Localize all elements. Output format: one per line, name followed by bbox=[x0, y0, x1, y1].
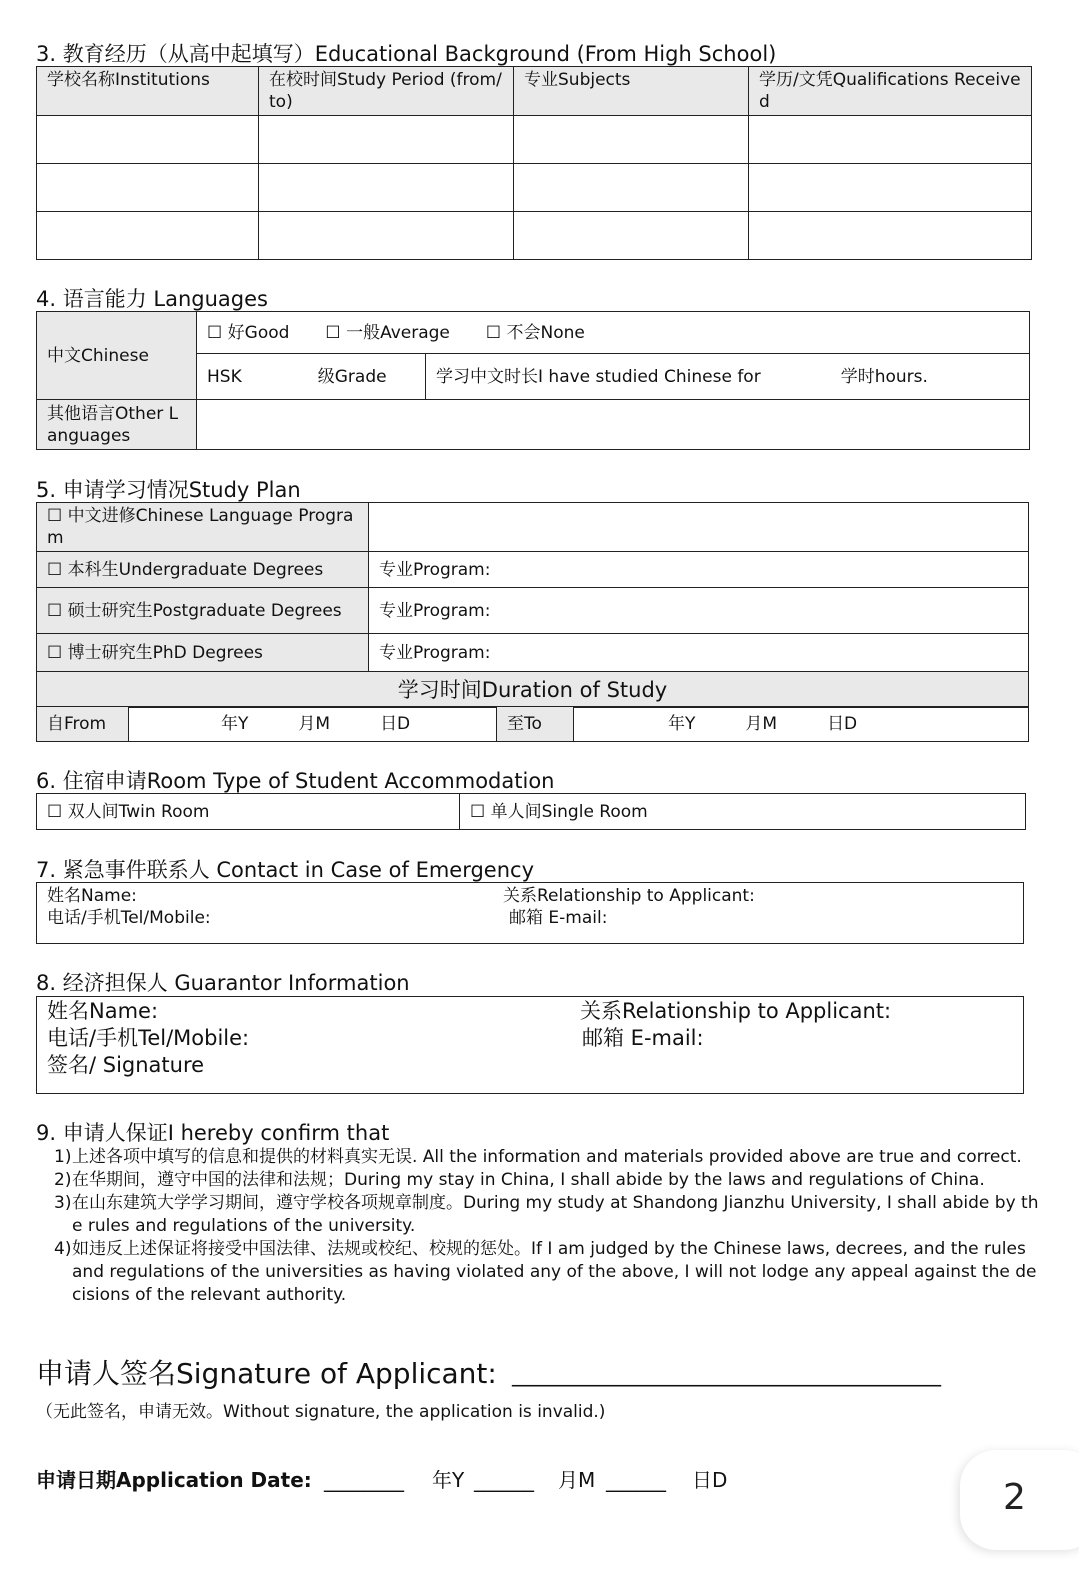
emergency-name-label[interactable]: 姓名Name: bbox=[47, 886, 137, 906]
date-month-label: 月M bbox=[558, 1468, 596, 1492]
guarantor-email-label[interactable]: 邮箱 E-mail: bbox=[582, 1026, 704, 1050]
signature-note: （无此签名，申请无效。Without signature, the application is invalid.) bbox=[36, 1402, 606, 1422]
qualifications-cell[interactable] bbox=[749, 212, 1032, 260]
study-period-cell[interactable] bbox=[259, 164, 514, 212]
page-number: 2 bbox=[1003, 1477, 1026, 1518]
grade-label: 级Grade bbox=[317, 366, 387, 387]
hours-label: 学时hours. bbox=[840, 366, 928, 387]
guarantor-relationship-label[interactable]: 关系Relationship to Applicant: bbox=[580, 999, 892, 1023]
to-month: 月M bbox=[745, 714, 778, 734]
section-7-title: 7. 紧急事件联系人 Contact in Case of Emergency bbox=[36, 858, 535, 882]
date-year-label: 年Y bbox=[432, 1468, 465, 1492]
guarantor-box bbox=[36, 996, 1024, 1094]
guarantor-name-label[interactable]: 姓名Name: bbox=[47, 999, 159, 1023]
section-8-title: 8. 经济担保人 Guarantor Information bbox=[36, 971, 410, 995]
education-row bbox=[37, 164, 1032, 212]
from-date-field[interactable] bbox=[129, 707, 497, 742]
confirmation-item: 4) 如违反上述保证将接受中国法律、法规或校纪、校规的惩处。If I am judged by the Chinese laws, decrees, and the rules and regulations of the universities as having violated any of the above, I will not lodge any appeal against the decisions of the relevant authority. bbox=[54, 1239, 1037, 1305]
confirmation-item: 2) 在华期间，遵守中国的法律和法规；During my stay in China, I shall abide by the laws and regulations of China. bbox=[54, 1170, 985, 1190]
qualifications-cell[interactable] bbox=[749, 164, 1032, 212]
section-5-title: 5. 申请学习情况Study Plan bbox=[36, 478, 301, 502]
applicant-signature-label: 申请人签名Signature of Applicant: bbox=[36, 1357, 497, 1390]
emergency-tel-label[interactable]: 电话/手机Tel/Mobile: bbox=[47, 908, 211, 928]
section-3-title: 3. 教育经历（从高中起填写）Educational Background (From High School) bbox=[36, 42, 777, 66]
institution-cell[interactable] bbox=[37, 116, 259, 164]
from-month: 月M bbox=[298, 714, 331, 734]
emergency-contact-box bbox=[36, 882, 1024, 944]
duration-of-study-header: 学习时间Duration of Study bbox=[37, 672, 1029, 708]
education-row bbox=[37, 212, 1032, 260]
to-label: 至To bbox=[497, 707, 574, 742]
guarantor-signature-label[interactable]: 签名/ Signature bbox=[47, 1053, 205, 1077]
date-year-line[interactable]: ________ bbox=[324, 1468, 404, 1492]
duration-table bbox=[36, 706, 1029, 742]
application-date-label: 申请日期Application Date: bbox=[36, 1468, 312, 1492]
education-table bbox=[36, 66, 1032, 260]
confirmation-item: 1) 上述各项中填写的信息和提供的材料真实无误. All the information and materials provided above are true and correct. bbox=[54, 1147, 1022, 1167]
single-room-option[interactable]: ☐ 单人间Single Room bbox=[460, 794, 1026, 830]
to-day: 日D bbox=[827, 714, 858, 734]
twin-room-option[interactable]: ☐ 双人间Twin Room bbox=[37, 794, 460, 830]
education-row bbox=[37, 116, 1032, 164]
study-period-cell[interactable] bbox=[259, 212, 514, 260]
option-none[interactable]: ☐ 不会None bbox=[485, 322, 585, 343]
program-phd[interactable]: ☐ 博士研究生PhD Degrees bbox=[37, 634, 369, 672]
hsk-cell[interactable] bbox=[197, 354, 426, 400]
chinese-label: 中文Chinese bbox=[37, 312, 197, 400]
hsk-label: HSK bbox=[207, 366, 242, 387]
postgraduate-program-field[interactable]: 专业Program: bbox=[369, 588, 1029, 634]
study-period-cell[interactable] bbox=[259, 116, 514, 164]
applicant-signature-line[interactable]: _______________________________________ bbox=[512, 1362, 941, 1387]
section-6-title: 6. 住宿申请Room Type of Student Accommodation bbox=[36, 769, 555, 793]
date-day-line[interactable]: ______ bbox=[606, 1468, 666, 1492]
emergency-email-label[interactable]: 邮箱 E-mail: bbox=[509, 908, 608, 928]
header-qualifications: 学历/文凭Qualifications Received bbox=[749, 67, 1032, 116]
institution-cell[interactable] bbox=[37, 164, 259, 212]
header-institutions: 学校名称Institutions bbox=[37, 67, 259, 116]
option-good[interactable]: ☐ 好Good bbox=[207, 322, 290, 343]
subjects-cell[interactable] bbox=[514, 212, 749, 260]
section-9-title: 9. 申请人保证I hereby confirm that bbox=[36, 1121, 390, 1145]
header-study-period: 在校时间Study Period (from/to) bbox=[259, 67, 514, 116]
date-month-line[interactable]: ______ bbox=[474, 1468, 534, 1492]
chinese-level-options bbox=[197, 312, 1030, 354]
phd-program-field[interactable]: 专业Program: bbox=[369, 634, 1029, 672]
confirmation-list bbox=[54, 1146, 1039, 1307]
program-chinese-language-field[interactable] bbox=[369, 503, 1029, 552]
date-day-label: 日D bbox=[692, 1468, 728, 1492]
guarantor-tel-label[interactable]: 电话/手机Tel/Mobile: bbox=[47, 1026, 250, 1050]
from-day: 日D bbox=[380, 714, 411, 734]
other-languages-label: 其他语言Other Languages bbox=[37, 400, 197, 450]
program-chinese-language[interactable]: ☐ 中文进修Chinese Language Program bbox=[37, 503, 369, 552]
education-header-row bbox=[37, 67, 1032, 116]
institution-cell[interactable] bbox=[37, 212, 259, 260]
header-subjects: 专业Subjects bbox=[514, 67, 749, 116]
confirmation-item: 3) 在山东建筑大学学习期间，遵守学校各项规章制度。During my study at Shandong Jianzhu University, I shall abide by the rules and regulations of the university. bbox=[54, 1193, 1039, 1236]
emergency-relationship-label[interactable]: 关系Relationship to Applicant: bbox=[503, 886, 755, 906]
section-4-title: 4. 语言能力 Languages bbox=[36, 287, 268, 311]
subjects-cell[interactable] bbox=[514, 116, 749, 164]
study-plan-table bbox=[36, 502, 1029, 708]
languages-table bbox=[36, 311, 1030, 450]
to-year: 年Y bbox=[668, 714, 696, 734]
undergraduate-program-field[interactable]: 专业Program: bbox=[369, 552, 1029, 588]
studied-label: 学习中文时长I have studied Chinese for bbox=[436, 366, 761, 387]
program-postgraduate[interactable]: ☐ 硕士研究生Postgraduate Degrees bbox=[37, 588, 369, 634]
from-label: 自From bbox=[37, 707, 129, 742]
from-year: 年Y bbox=[221, 714, 249, 734]
study-hours-cell[interactable] bbox=[426, 354, 1030, 400]
qualifications-cell[interactable] bbox=[749, 116, 1032, 164]
subjects-cell[interactable] bbox=[514, 164, 749, 212]
to-date-field[interactable] bbox=[574, 707, 1029, 742]
option-average[interactable]: ☐ 一般Average bbox=[325, 322, 450, 343]
other-languages-field[interactable] bbox=[197, 400, 1030, 450]
accommodation-table bbox=[36, 793, 1026, 830]
program-undergraduate[interactable]: ☐ 本科生Undergraduate Degrees bbox=[37, 552, 369, 588]
